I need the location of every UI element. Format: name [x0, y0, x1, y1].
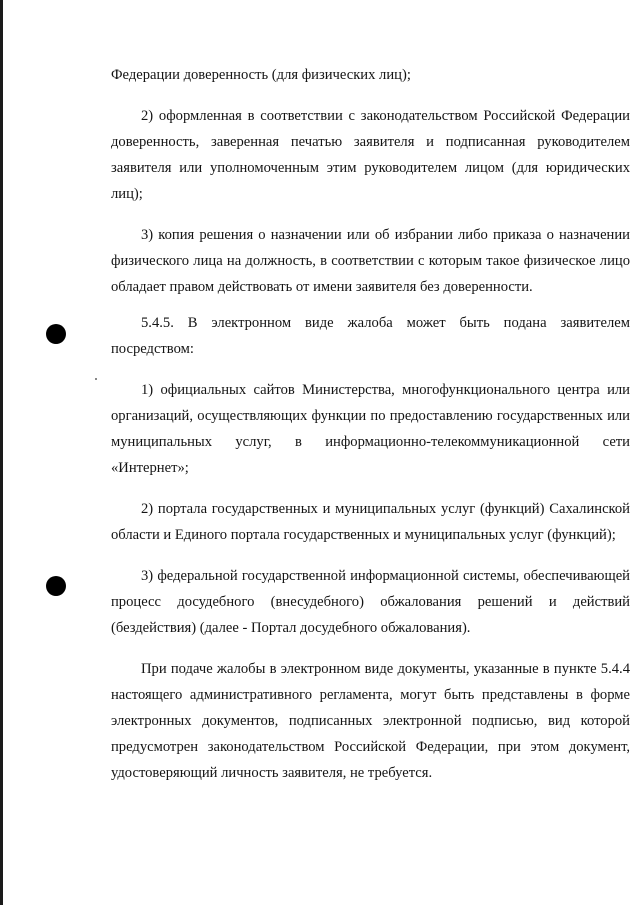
document-page	[111, 62, 630, 786]
paragraph-item-2: 2) оформленная в соответствии с законодательством Российской Федерации доверенность, заверенная печатью заявителя и подписанная руководителем заявителя или уполномоченным этим руководителем лицом (для юридических лиц);	[111, 108, 630, 202]
paragraph-electronic-item-2: 2) портала государственных и муниципальных услуг (функций) Сахалинской области и Единого портала государственных и муниципальных услуг (функций);	[111, 501, 630, 543]
paragraph-electronic-item-3: 3) федеральной государственной информационной системы, обеспечивающей процесс досудебного (внесудебного) обжалования решений и действий (бездействия) (далее - Портал досудебного обжалования).	[111, 568, 630, 636]
paragraph-electronic-item-1: 1) официальных сайтов Министерства, многофункционального центра или организаций, осуществляющих функции по предоставлению государственных или муниципальных услуг, в информационно-телекоммуникационной сети «Интернет»;	[111, 382, 630, 476]
paragraph-electronic-documents: При подаче жалобы в электронном виде документы, указанные в пункте 5.4.4 настоящего административного регламента, могут быть представлены в форме электронных документов, подписанных электронной подписью, вид которой предусмотрен законодательством Российской Федерации, при этом документ, удостоверяющий личность заявителя, не требуется.	[111, 661, 630, 781]
paragraph-5-4-5: 5.4.5. В электронном виде жалоба может быть подана заявителем посредством:	[111, 315, 630, 357]
punch-hole	[46, 324, 66, 344]
scan-speck	[95, 378, 97, 380]
punch-hole	[46, 576, 66, 596]
paragraph-item-3: 3) копия решения о назначении или об избрании либо приказа о назначении физического лица на должность, в соответствии с которым такое физическое лицо обладает правом действовать от имени заявителя без доверенности.	[111, 227, 630, 295]
paragraph-continuation: Федерации доверенность (для физических лиц);	[111, 67, 411, 83]
scan-edge-shadow	[0, 0, 3, 905]
